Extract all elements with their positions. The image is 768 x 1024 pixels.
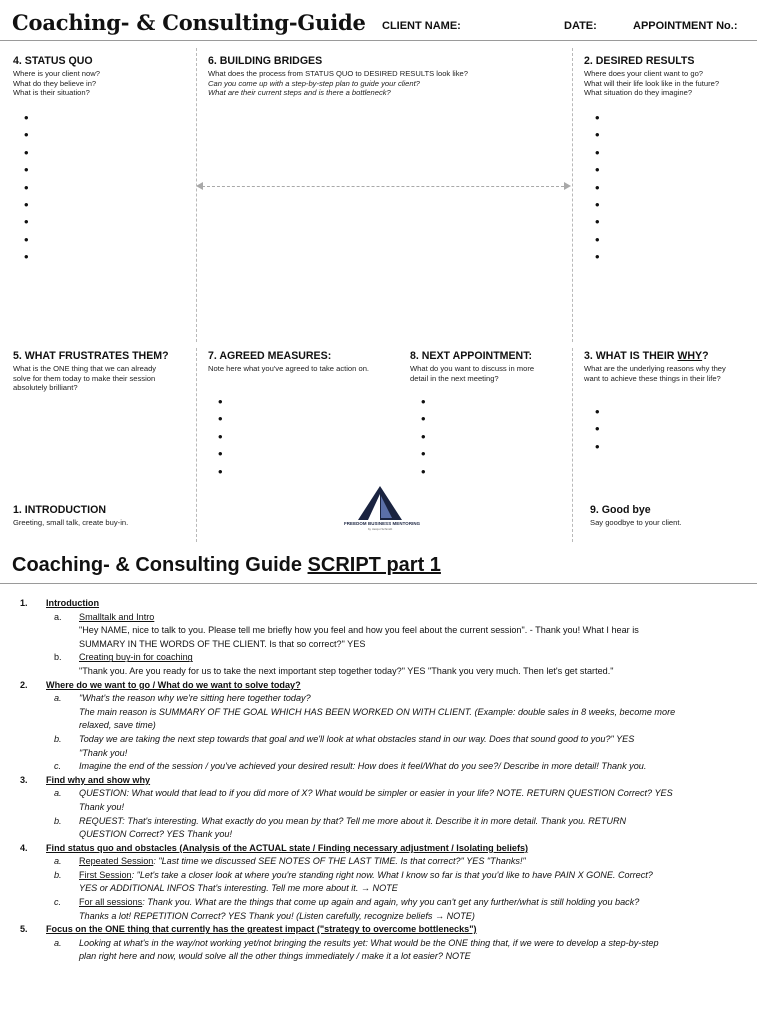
next-appointment-bullets xyxy=(421,396,441,483)
substep-letter: b. xyxy=(54,815,62,826)
script-substep xyxy=(0,787,740,814)
building-bridges-section xyxy=(208,55,568,98)
introduction-title: 1. INTRODUCTION xyxy=(13,504,106,516)
next-appointment-section xyxy=(410,350,570,383)
status-quo-line: What do they believe in? xyxy=(13,78,97,88)
substep-text: QUESTION Correct? YES Thank you! xyxy=(79,829,232,840)
substep-label: First Session xyxy=(79,869,132,880)
script-title-prefix: Coaching- & Consulting Guide xyxy=(12,554,308,576)
substep-text: SUMMARY IN THE WORDS OF THE CLIENT. Is that so correct?" YES xyxy=(79,638,366,649)
next-appointment-line: What do you want to discuss in more xyxy=(410,364,535,373)
substep-text: "What's the reason why we're sitting here together today? xyxy=(79,693,311,704)
script-substep xyxy=(0,896,740,923)
substep-text: Thanks a lot! REPETITION Correct? YES Thank you! (Listen carefully, recognize beliefs → NOTE) xyxy=(79,910,475,921)
status-quo-title: 4. STATUS QUO xyxy=(13,55,93,67)
script-title xyxy=(12,554,441,577)
bullet-point xyxy=(24,251,44,268)
bullet-point xyxy=(595,251,615,268)
desired-results-line: Where does your client want to go? xyxy=(584,69,704,78)
building-bridges-description xyxy=(208,69,568,98)
appointment-number-label: APPOINTMENT No.: xyxy=(633,20,738,32)
script-divider xyxy=(0,583,757,584)
why-title-prefix: 3. WHAT IS THEIR xyxy=(584,350,678,362)
next-appointment-title: 8. NEXT APPOINTMENT: xyxy=(410,350,533,362)
substep-text: Thank you! xyxy=(79,801,124,812)
substep-text: plan right here and now, would solve all the other things immediately / make it a lot easier? NOTE xyxy=(79,951,471,962)
frustrations-line: absolutely brilliant? xyxy=(13,383,78,393)
column-divider-right xyxy=(572,48,573,342)
status-quo-bullets xyxy=(24,112,44,269)
date-label: DATE: xyxy=(564,20,597,32)
substep-text: "Hey NAME, nice to talk to you. Please tell me briefly how you feel and how you feel about the current session". - Thank you! What I hear is xyxy=(79,625,639,636)
script-substep xyxy=(0,692,740,733)
frustrations-title: 5. WHAT FRUSTRATES THEM? xyxy=(13,350,169,362)
script-step xyxy=(0,842,740,856)
building-bridges-line: Can you come up with a step-by-step plan to guide your client? xyxy=(208,78,420,88)
document-title: Coaching- & Consulting-Guide xyxy=(12,10,366,35)
script-step xyxy=(0,774,740,788)
substep-text: QUESTION: What would that lead to if you did more of X? What would be simpler or easier in your life? NOTE. RETURN QUESTION Correct? YES xyxy=(79,788,673,799)
substep-text: "Thank you. Are you ready for us to take the next important step together today?" YES "Thank you very much. Then let's get started." xyxy=(79,665,614,676)
company-logo xyxy=(344,484,421,534)
substep-text: "Thank you! xyxy=(79,747,128,758)
client-name-label: CLIENT NAME: xyxy=(382,20,461,32)
substep-label: Smalltalk and Intro xyxy=(79,611,155,622)
step-number: 4. xyxy=(20,842,28,853)
frustrations-line: What is the ONE thing that we can already xyxy=(13,364,157,373)
substep-text: : Thank you. What are the things that come up again and again, why you can't get any further/what is still holding you back? xyxy=(142,897,640,908)
script-substep xyxy=(0,611,740,652)
script-substep xyxy=(0,651,740,678)
logo-subtext: by Jacqui Schmidt xyxy=(367,527,393,531)
building-bridges-line: What are their current steps and is there a bottleneck? xyxy=(208,88,391,98)
why-description xyxy=(584,364,759,383)
agreed-measures-section xyxy=(208,350,408,374)
substep-text: Looking at what's in the way/not working yet/not bringing the results yet: What would be the ONE thing that, if we were to develop a step-by-step xyxy=(79,937,659,948)
script-step xyxy=(0,679,740,693)
substep-text: The main reason is SUMMARY OF THE GOAL WHICH HAS BEEN WORKED ON WITH CLIENT. (Example: double sales in 8 weeks, become more xyxy=(79,706,676,717)
script-title-part: SCRIPT part 1 xyxy=(307,554,441,576)
script-substep xyxy=(0,937,740,964)
desired-results-description xyxy=(584,69,759,98)
logo-text: FREEDOM BUSINESS MENTORING xyxy=(344,521,421,526)
why-line: want to achieve these things in their life? xyxy=(584,373,721,383)
script-substep xyxy=(0,760,740,774)
bullet-point xyxy=(421,466,441,483)
substep-letter: c. xyxy=(54,761,62,772)
why-title-suffix: ? xyxy=(702,350,709,362)
step-number: 1. xyxy=(20,598,28,608)
introduction-description xyxy=(13,518,193,528)
column-divider-lower-right xyxy=(572,348,573,542)
header-divider xyxy=(0,40,757,41)
step-label: Where do we want to go / What do we want to solve today? xyxy=(46,679,301,690)
substep-text: REQUEST: That's interesting. What exactly do you mean by that? Tell me more about it. Describe it in more detail. Thank you. RETURN xyxy=(79,815,627,826)
substep-text: relaxed, save time) xyxy=(79,720,156,731)
next-appointment-line: detail in the next meeting? xyxy=(410,373,499,383)
substep-letter: a. xyxy=(54,611,62,622)
desired-results-section xyxy=(584,55,759,98)
status-quo-section xyxy=(13,55,193,98)
substep-text: : "Last time we discussed SEE NOTES OF THE LAST TIME. Is that correct?" YES "Thanks!" xyxy=(153,856,526,867)
script-step xyxy=(0,597,740,611)
desired-results-line: What situation do they imagine? xyxy=(584,88,693,98)
step-number: 2. xyxy=(20,679,28,690)
building-bridges-line: What does the process from STATUS QUO to DESIRED RESULTS look like? xyxy=(208,69,468,78)
status-quo-description xyxy=(13,69,193,98)
step-label: Find why and show why xyxy=(46,774,151,785)
substep-text: Today we are taking the next step towards that goal and we'll look at what obstacles stand in our way. Does that sound good to you?" YES xyxy=(79,733,635,744)
substep-text: YES or ADDITIONAL INFOS That's interesting. Tell me more about it. → NOTE xyxy=(79,883,398,894)
desired-results-title: 2. DESIRED RESULTS xyxy=(584,55,695,67)
agreed-measures-description xyxy=(208,364,408,374)
agreed-measures-line: Note here what you've agreed to take action on. xyxy=(208,364,370,373)
goodbye-description xyxy=(590,518,760,528)
bullet-point xyxy=(595,441,615,458)
bullet-point xyxy=(218,466,238,483)
goodbye-title: 9. Good bye xyxy=(590,504,651,516)
why-bullets xyxy=(595,406,615,458)
column-divider-left xyxy=(196,48,197,342)
script-list xyxy=(0,597,740,964)
frustrations-section xyxy=(13,350,193,393)
introduction-line: Greeting, small talk, create buy-in. xyxy=(13,518,129,527)
script-substep xyxy=(0,869,740,896)
agreed-measures-bullets xyxy=(218,396,238,483)
substep-letter: c. xyxy=(54,897,62,908)
status-quo-line: Where is your client now? xyxy=(13,69,100,78)
substep-letter: a. xyxy=(54,693,62,704)
agreed-measures-title: 7. AGREED MEASURES: xyxy=(208,350,332,362)
substep-label: Creating buy-in for coaching xyxy=(79,652,193,663)
script-step xyxy=(0,923,740,937)
step-label: Introduction xyxy=(46,598,100,608)
step-label: Focus on the ONE thing that currently has the greatest impact ("strategy to overcome bottlenecks") xyxy=(46,924,477,935)
why-title-word: WHY xyxy=(677,350,703,362)
why-section xyxy=(584,350,759,383)
substep-letter: a. xyxy=(54,856,62,867)
goodbye-line: Say goodbye to your client. xyxy=(590,518,682,527)
substep-letter: a. xyxy=(54,937,62,948)
column-divider-lower-left xyxy=(196,348,197,542)
step-number: 5. xyxy=(20,924,28,935)
substep-letter: b. xyxy=(54,652,62,663)
bridge-arrow-line xyxy=(202,186,564,187)
desired-results-line: What will their life look like in the future? xyxy=(584,78,720,88)
substep-label: For all sessions xyxy=(79,897,143,908)
arrow-right-icon xyxy=(564,182,571,190)
why-title xyxy=(584,350,759,362)
goodbye-section xyxy=(590,504,760,528)
substep-text: Imagine the end of the session / you've achieved your desired result: How does it feel/What do you see?/ Describe in more detail! Thank you. xyxy=(79,761,647,772)
script-substep xyxy=(0,733,740,760)
frustrations-line: solve for them today to make their session xyxy=(13,373,156,383)
step-label: Find status quo and obstacles (Analysis of the ACTUAL state / Finding necessary adjustment / Isolating beliefs) xyxy=(46,842,529,853)
desired-results-bullets xyxy=(595,112,615,269)
substep-letter: a. xyxy=(54,788,62,799)
status-quo-line: What is their situation? xyxy=(13,88,90,98)
frustrations-description xyxy=(13,364,193,393)
substep-letter: b. xyxy=(54,733,62,744)
building-bridges-title: 6. BUILDING BRIDGES xyxy=(208,55,323,67)
next-appointment-description xyxy=(410,364,570,383)
why-line: What are the underlying reasons why they xyxy=(584,364,726,373)
substep-letter: b. xyxy=(54,869,62,880)
substep-text: : "Let's take a closer look at where you're standing right now. What I know so far is that you'd like to have PAIN X GONE. Correct? xyxy=(131,869,653,880)
script-substep xyxy=(0,855,740,869)
step-number: 3. xyxy=(20,774,28,785)
introduction-section xyxy=(13,504,193,528)
substep-label: Repeated Session xyxy=(79,856,154,867)
script-substep xyxy=(0,815,740,842)
arrow-left-icon xyxy=(196,182,203,190)
